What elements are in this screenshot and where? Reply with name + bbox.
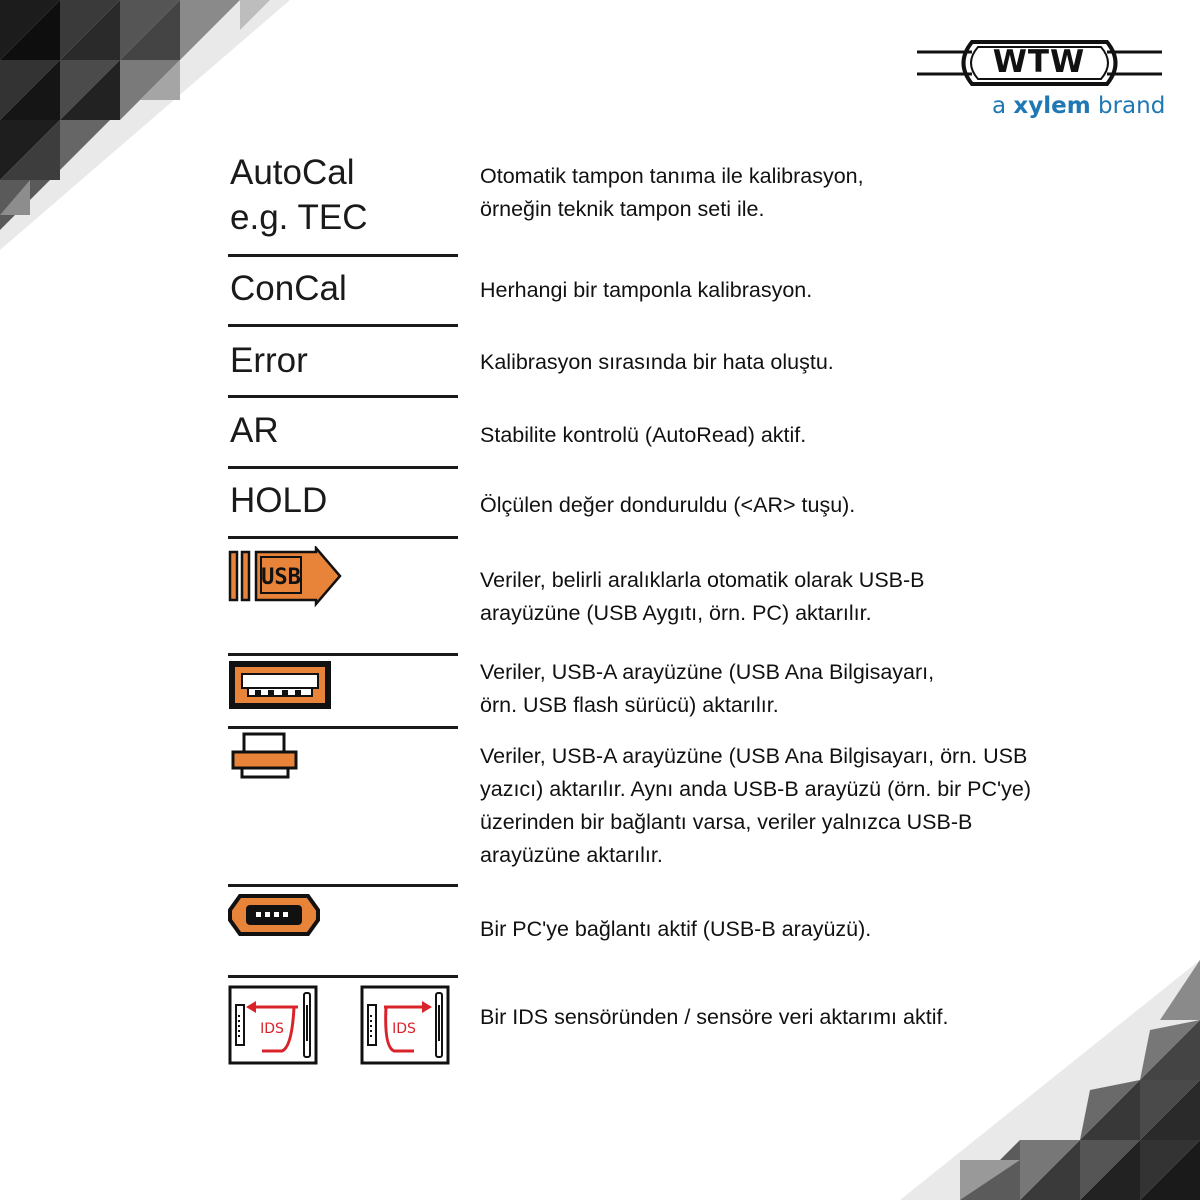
wtw-logo xyxy=(912,38,1167,128)
label-error: Error xyxy=(230,341,308,380)
ids-transfer-to-sensor-icon xyxy=(360,985,452,1067)
usb-b-connector-icon xyxy=(228,894,320,936)
label-autocal: AutoCal e.g. TEC xyxy=(230,153,368,237)
desc-usb-b-pc: Bir PC'ye bağlantı aktif (USB-B arayüzü). xyxy=(480,917,872,941)
divider xyxy=(228,395,458,398)
ids-icon-text: IDS xyxy=(260,1021,284,1037)
logo-wordmark: WTW xyxy=(992,44,1086,80)
brand-tagline: a xylem brand xyxy=(992,93,1166,119)
divider xyxy=(228,536,458,539)
usb-icon-text: USB xyxy=(261,565,301,590)
ids-icon-text: IDS xyxy=(392,1021,416,1037)
divider xyxy=(228,726,458,729)
desc-ar: Stabilite kontrolü (AutoRead) aktif. xyxy=(480,423,807,447)
desc-hold: Ölçülen değer donduruldu (<AR> tuşu). xyxy=(480,493,856,517)
desc-concal: Herhangi bir tamponla kalibrasyon. xyxy=(480,278,813,302)
usb-a-port-icon xyxy=(228,660,332,710)
desc-ids: Bir IDS sensöründen / sensöre veri aktarımı aktif. xyxy=(480,1005,949,1029)
label-ar: AR xyxy=(230,411,279,450)
corner-pattern-bottom-right xyxy=(900,960,1200,1200)
divider xyxy=(228,254,458,257)
label-hold: HOLD xyxy=(230,481,328,520)
desc-usb-a-flash: Veriler, USB-A arayüzüne (USB Ana Bilgisayarı, örn. USB flash sürücü) aktarılır. xyxy=(480,660,935,717)
divider xyxy=(228,324,458,327)
divider xyxy=(228,653,458,656)
ids-transfer-from-sensor-icon xyxy=(228,985,320,1067)
desc-error: Kalibrasyon sırasında bir hata oluştu. xyxy=(480,350,834,374)
divider xyxy=(228,975,458,978)
printer-icon xyxy=(230,732,300,780)
usb-transfer-arrow-icon xyxy=(228,546,344,608)
divider xyxy=(228,466,458,469)
divider xyxy=(228,884,458,887)
desc-usb-a-printer: Veriler, USB-A arayüzüne (USB Ana Bilgisayarı, örn. USB yazıcı) aktarılır. Aynı anda USB-B arayüzü (örn. bir PC'ye) üzerinden bir bağlantı varsa, veriler yalnızca USB-B arayüzüne aktarılır. xyxy=(480,744,1031,867)
label-concal: ConCal xyxy=(230,269,347,308)
desc-usb-auto: Veriler, belirli aralıklarla otomatik olarak USB-B arayüzüne (USB Aygıtı, örn. PC) aktarılır. xyxy=(480,568,925,625)
desc-autocal: Otomatik tampon tanıma ile kalibrasyon, örneğin teknik tampon seti ile. xyxy=(480,164,864,221)
